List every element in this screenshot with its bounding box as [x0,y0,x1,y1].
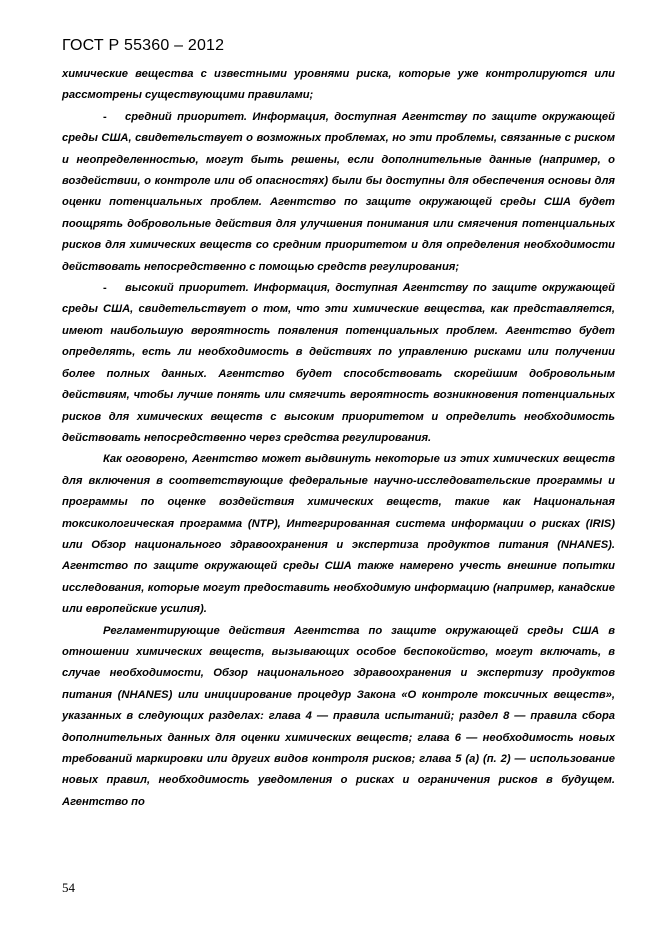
list-item-high-priority [62,278,615,449]
document-header-title: ГОСТ Р 55360 – 2012 [62,37,225,54]
document-body [62,64,615,813]
list-item-medium-priority [62,107,615,278]
paragraph-continuation: химические вещества с известными уровнями риска, которые уже контролируются или рассмотрены существующими правилами; [62,68,615,102]
list-dash-marker: - [103,110,107,123]
paragraph-regulatory-actions: Регламентирующие действия Агентства по защите окружающей среды США в отношении химических веществ, вызывающих особое беспокойство, могут включать, в случае необходимости, Обзор национального здравоохранения и экспертизу продуктов питания (NHANES) или инициирование процедур Закона «О контроле токсичных веществ», указанных в следующих разделах: глава 4 — правила испытаний; раздел 8 — правила сбора дополнительных данных для оценки химических веществ; глава 6 — необходимость новых требований маркировки или других видов контроля рисков; глава 5 (а) (п. 2) — использование новых правил, необходимость уведомления о рисках и ограничения рисков в будущем. Агентство по [62,624,615,808]
list-dash-marker: - [103,282,107,295]
paragraph-programs: Как оговорено, Агентство может выдвинуть некоторые из этих химических веществ для включения в соответствующие федеральные научно-исследовательские программы и программы по оценке воздействия химических веществ, такие как Национальная токсикологическая программа (NTP), Интегрированная система информации о рисках (IRIS) или Обзор национального здравоохранения и экспертиза продуктов питания (NHANES). Агентство по защите окружающей среды США также намерено учесть внешние попытки исследования, которые могут предоставить необходимую информацию (например, канадские или европейские усилия). [62,453,615,616]
list-item-text: средний приоритет. Информация, доступная Агентству по защите окружающей среды США, свидетельствует о возможных проблемах, но эти проблемы, связанные с риском и неопределенностью, могут быть решены, если дополнительные данные (например, о воздействии, о контроле или об опасностях) были бы доступны для обеспечения основы для оценки потенциальных проблем. Агентство по защите окружающей среды США будет поощрять добровольные действия для улучшения понимания или смягчения потенциальных рисков для химических веществ со средним приоритетом и для определения необходимости действовать непосредственно с помощью средств регулирования; [62,110,615,273]
page-number: 54 [62,880,75,895]
list-item-text: высокий приоритет. Информация, доступная Агентству по защите окружающей среды США, свидетельствует о том, что эти химические вещества, как представляется, имеют наибольшую вероятность появления потенциальных проблем. Агентство будет определять, есть ли необходимость в действиях по управлению рисками или получении более полных данных. Агентство будет способствовать скорейшим добровольным действиям, чтобы лучше понять или смягчить вероятность возникновения потенциальных рисков для химических веществ с высоким приоритетом и определить необходимость действовать непосредственно через средства регулирования. [62,282,615,444]
